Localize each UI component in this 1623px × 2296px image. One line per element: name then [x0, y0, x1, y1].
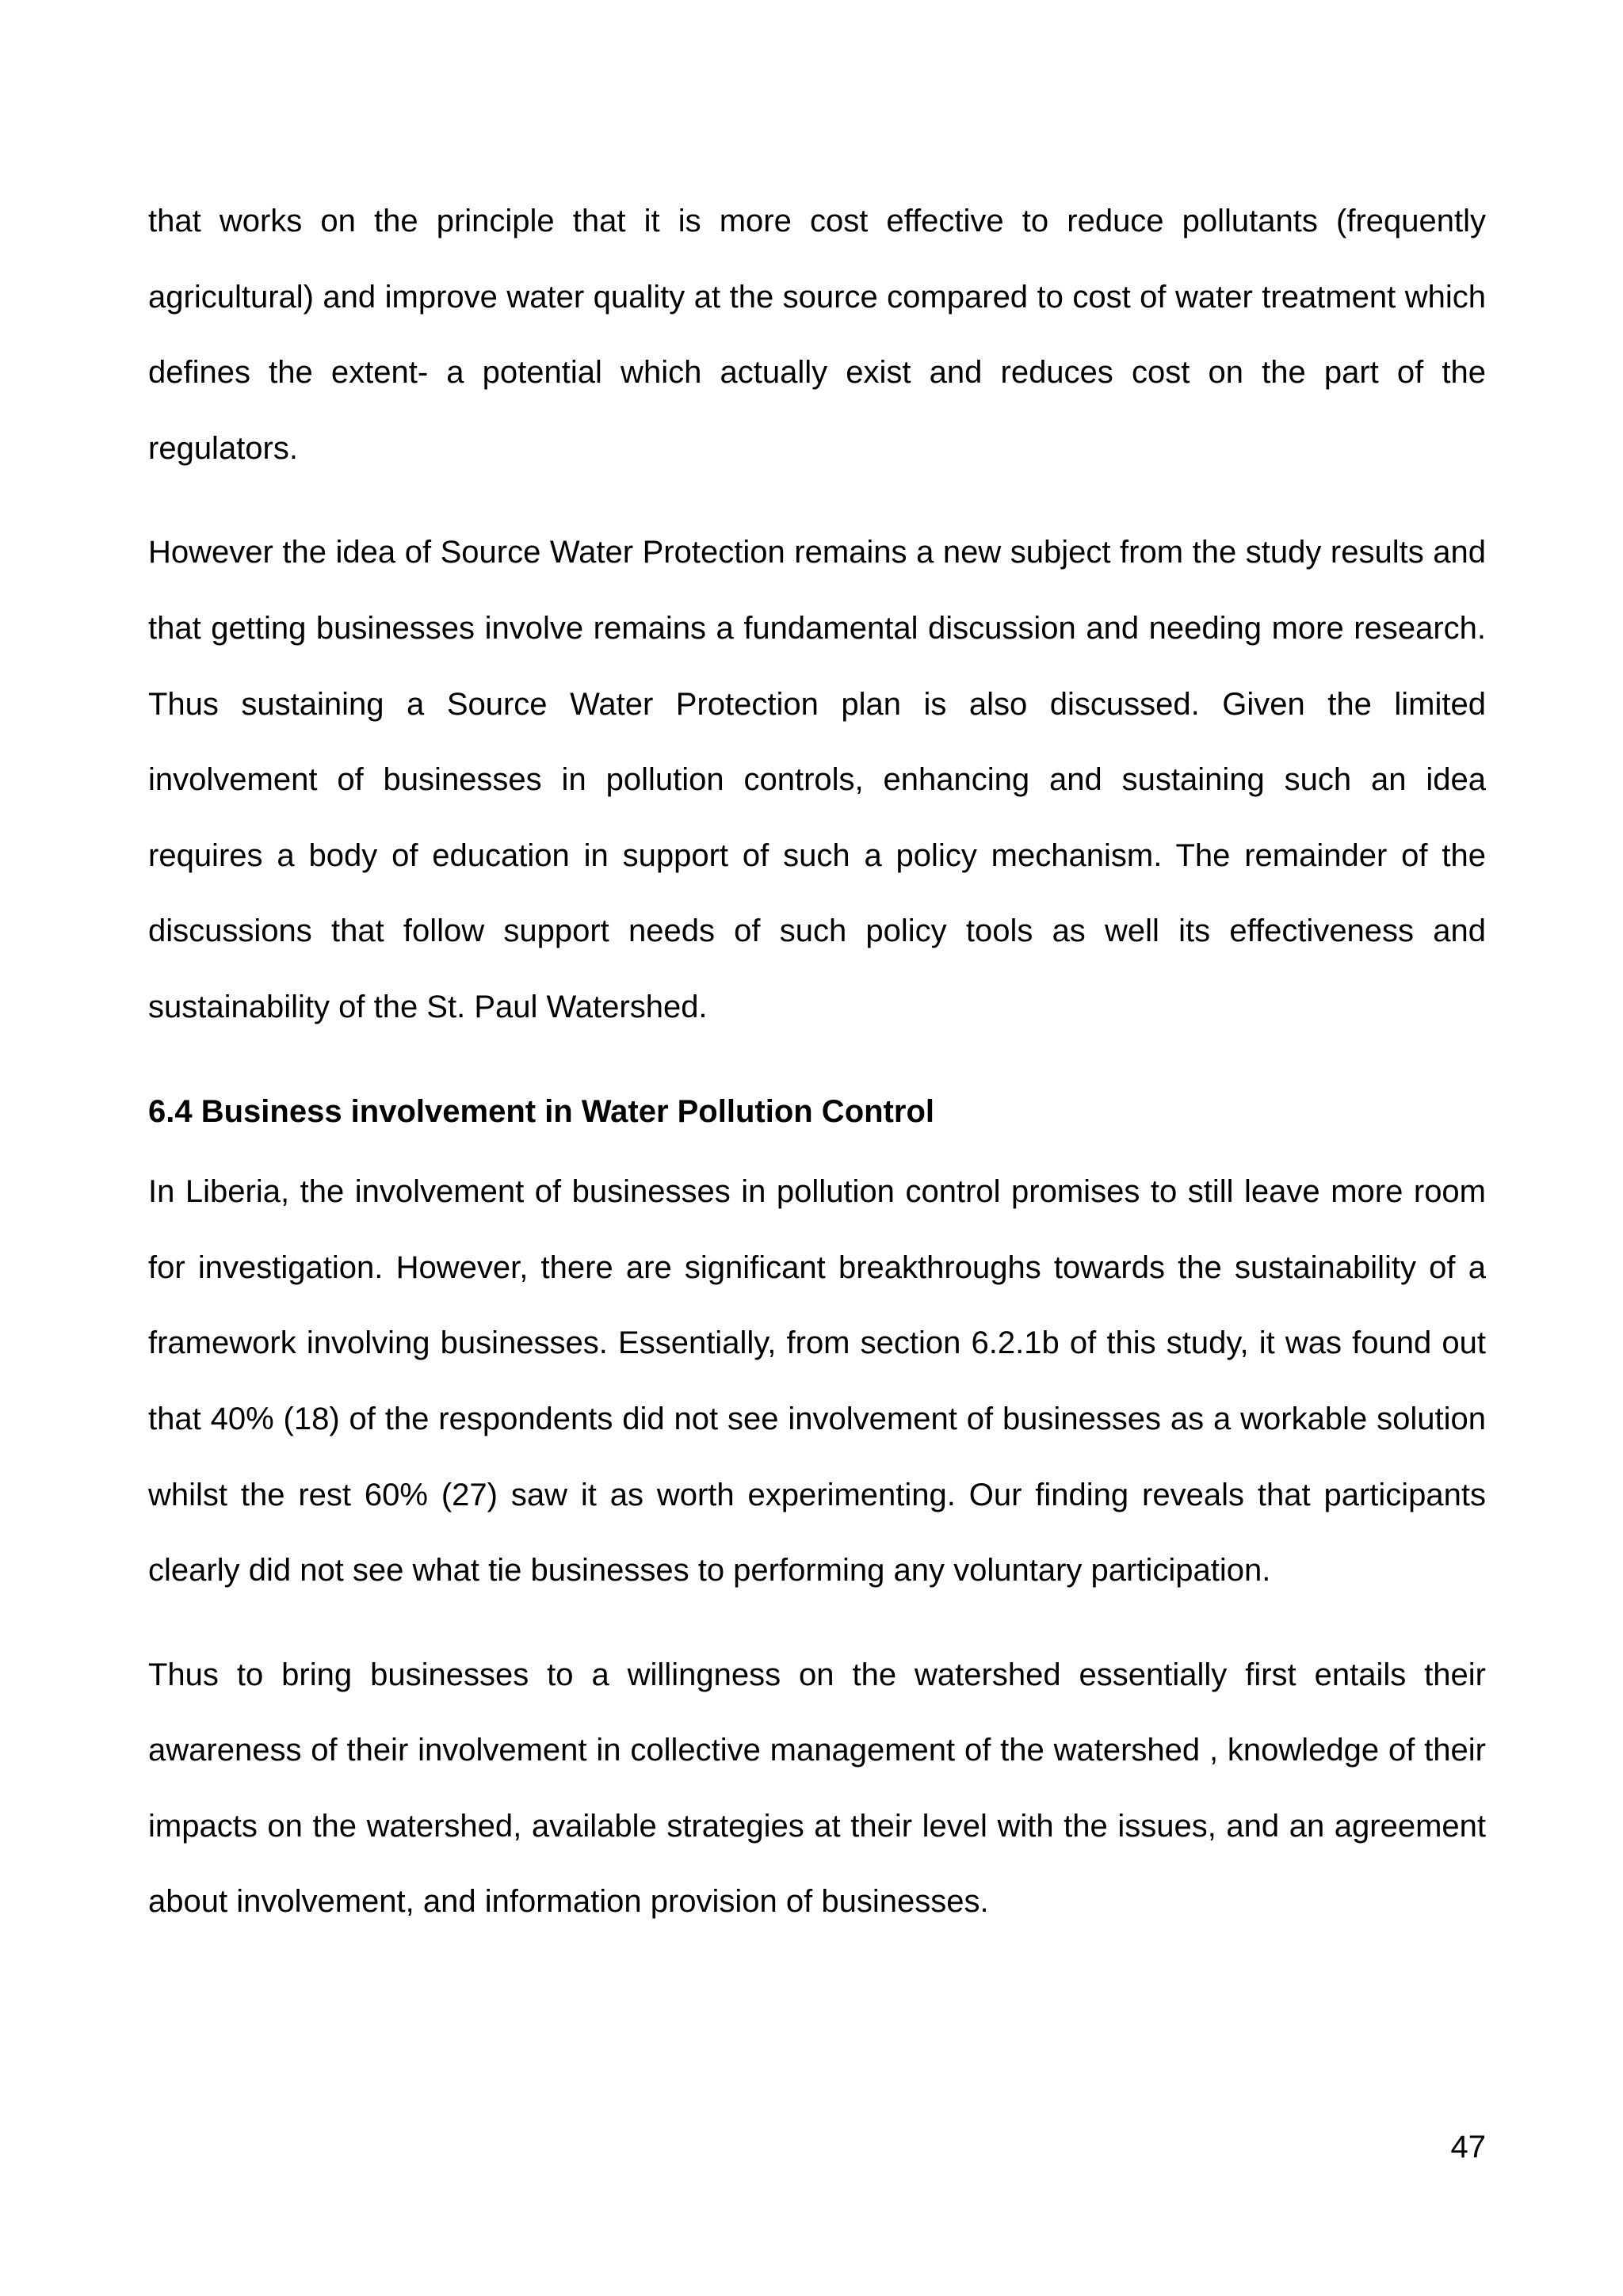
paragraph-source-water-protection: However the idea of Source Water Protection remains a new subject from the study results and that getting businesses involve remains a fundamental discussion and needing more research. Thus sustaining a Source Water Protection plan is also discussed. Given the limited involvement of businesses in pollution controls, enhancing and sustaining such an idea requires a body of education in support of such a policy mechanism. The remainder of the discussions that follow support needs of such policy tools as well its effectiveness and sustainability of the St. Paul Watershed.	[148, 535, 1486, 1024]
section-heading: 6.4 Business involvement in Water Pollution Control	[148, 1093, 934, 1129]
paragraph-liberia-involvement: In Liberia, the involvement of businesses in pollution control promises to still leave more room for investigation. However, there are significant breakthroughs towards the sustainability of a framework involving businesses. Essentially, from section 6.2.1b of this study, it was found out that 40% (18) of the respondents did not see involvement of businesses as a workable solution whilst the rest 60% (27) saw it as worth experimenting. Our finding reveals that participants clearly did not see what tie businesses to performing any voluntary participation.	[148, 1174, 1486, 1589]
page-number: 47	[1450, 2130, 1486, 2164]
paragraph-intro-continuation: that works on the principle that it is more cost effective to reduce pollutants (frequently agricultural) and improve water quality at the source compared to cost of water treatment which defines the extent- a potential which actually exist and reduces cost on the part of the regulators.	[148, 204, 1486, 466]
paragraph-bring-businesses: Thus to bring businesses to a willingness on the watershed essentially first entails their awareness of their involvement in collective management of the watershed , knowledge of their impacts on the watershed, available strategies at their level with the issues, and an agreement about involvement, and information provision of businesses.	[148, 1657, 1486, 1920]
page-body	[148, 184, 1486, 1940]
